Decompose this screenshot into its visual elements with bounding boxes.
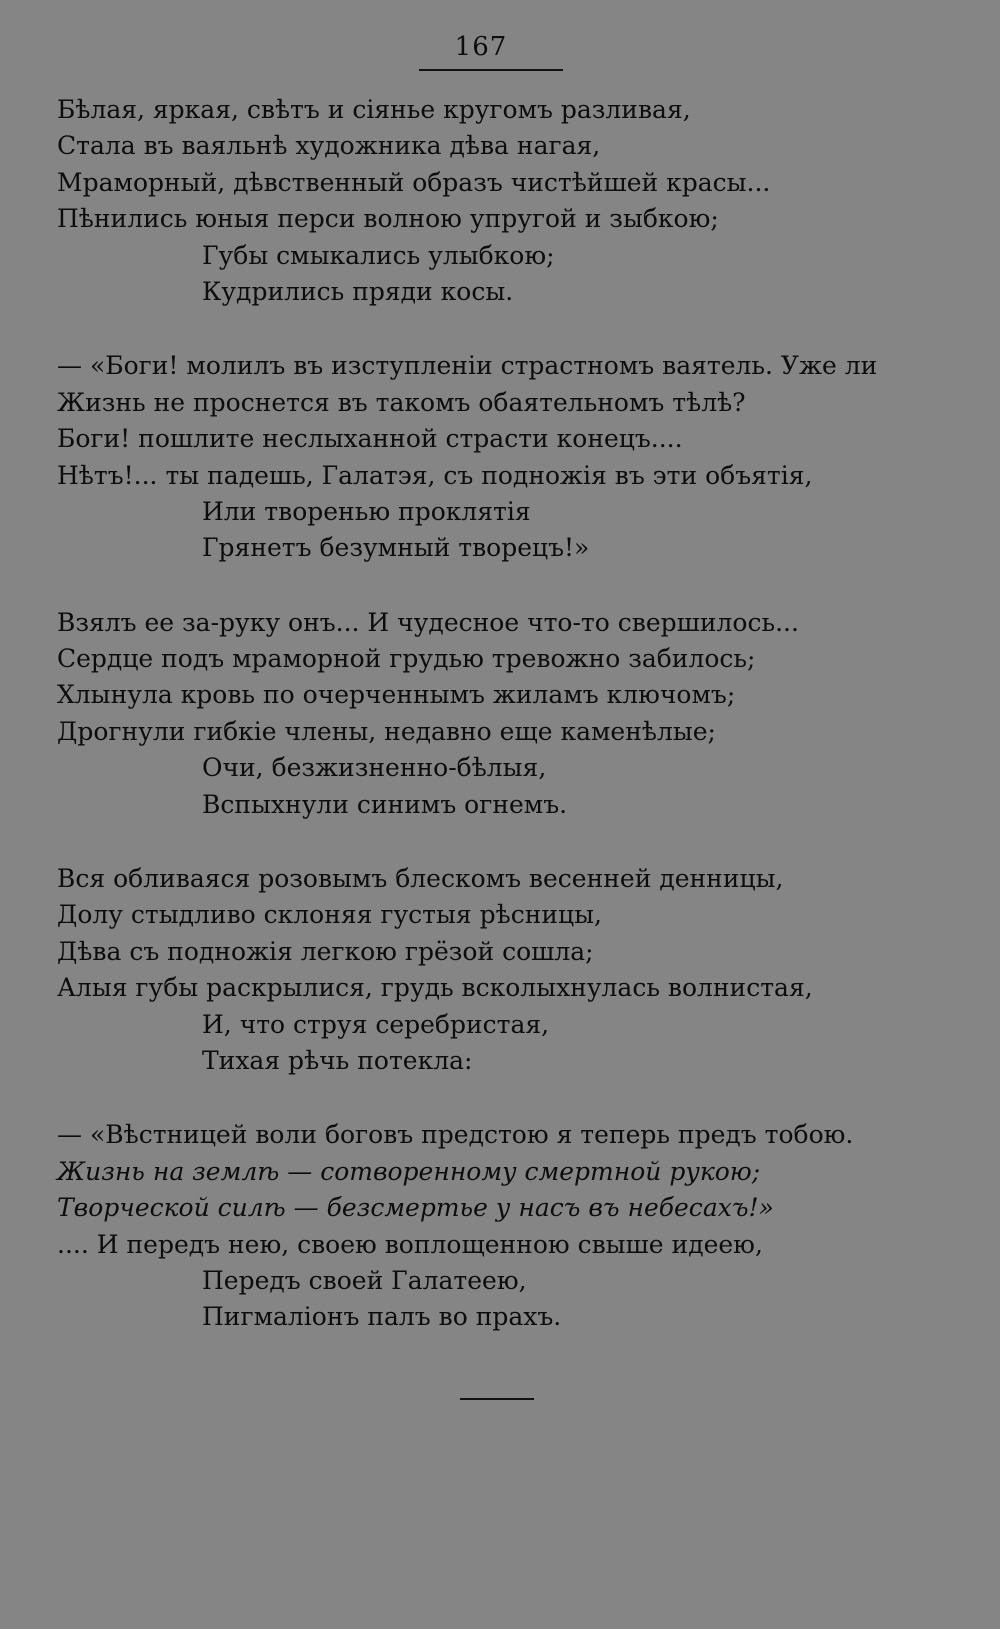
poem-line: Сердце подъ мраморной грудью тревожно забилось; <box>57 644 756 674</box>
poem-line: Дѣва съ подножія легкою грёзой сошла; <box>57 936 594 966</box>
poem-line: Нѣтъ!... ты падешь, Галатэя, съ подножія въ эти объятія, <box>57 460 813 490</box>
poem-line: Или творенью проклятія <box>202 496 531 526</box>
poem-line: Алыя губы раскрылися, грудь всколыхнулась волнистая, <box>57 973 813 1003</box>
poem-line: Взялъ ее за-руку онъ... И чудесное что-то свершилось... <box>57 607 799 637</box>
end-rule <box>460 1398 534 1400</box>
stanza-1 <box>57 92 957 310</box>
poem-line: Вся обливаяся розовымъ блескомъ весенней денницы, <box>57 864 784 894</box>
poem-line: Передъ своей Галатеею, <box>202 1265 527 1295</box>
poem-line: Долу стыдливо склоняя густыя рѣсницы, <box>57 900 602 930</box>
stanza-3 <box>57 605 957 823</box>
poem-line: Жизнь на землѣ — сотворенному смертной рукою; <box>57 1156 761 1186</box>
header-rule <box>419 69 563 71</box>
poem-line: Тихая рѣчь потекла: <box>202 1045 473 1075</box>
poem-line: Губы смыкались улыбкою; <box>202 240 555 270</box>
poem-line: Пигмаліонъ палъ во прахъ. <box>202 1302 562 1332</box>
poem-line: Вспыхнули синимъ огнемъ. <box>202 789 568 819</box>
poem-line: .... И передъ нею, своею воплощенною свыше идеею, <box>57 1229 763 1259</box>
poem-line: И, что струя серебристая, <box>202 1009 550 1039</box>
stanza-5 <box>57 1117 957 1335</box>
poem-line: Боги! пошлите неслыханной страсти конецъ.... <box>57 424 683 454</box>
poem-line: Жизнь не проснется въ такомъ обаятельномъ тѣлѣ? <box>57 387 746 417</box>
poem-line: Творческой силѣ — безсмертье у насъ въ небесахъ!» <box>57 1193 774 1223</box>
poem-line: Бѣлая, яркая, свѣтъ и сіянье кругомъ разливая, <box>57 95 691 124</box>
poem-line: Мраморный, дѣвственный образъ чистѣйшей красы... <box>57 167 771 197</box>
poem-line: Грянетъ безумный творецъ!» <box>202 533 590 563</box>
poem-line: — «Вѣстницей воли боговъ предстою я теперь предъ тобою. <box>57 1120 854 1150</box>
poem-line: Стала въ ваяльнѣ художника дѣва нагая, <box>57 131 601 161</box>
stanza-2 <box>57 348 957 566</box>
poem-line: Кудрились пряди косы. <box>202 276 514 306</box>
stanza-4 <box>57 861 957 1079</box>
poem-body <box>57 92 957 1366</box>
poem-line: Очи, безжизненно-бѣлыя, <box>202 753 547 783</box>
page-number: 167 <box>454 32 508 62</box>
poem-line: — «Боги! молилъ въ изступленіи страстномъ ваятель. Уже ли <box>57 351 878 381</box>
poem-line: Пѣнились юныя перси волною упругой и зыбкою; <box>57 204 719 234</box>
poem-line: Дрогнули гибкіе члены, недавно еще каменѣлые; <box>57 716 716 746</box>
poem-line: Хлынула кровь по очерченнымъ жиламъ ключомъ; <box>57 680 736 710</box>
